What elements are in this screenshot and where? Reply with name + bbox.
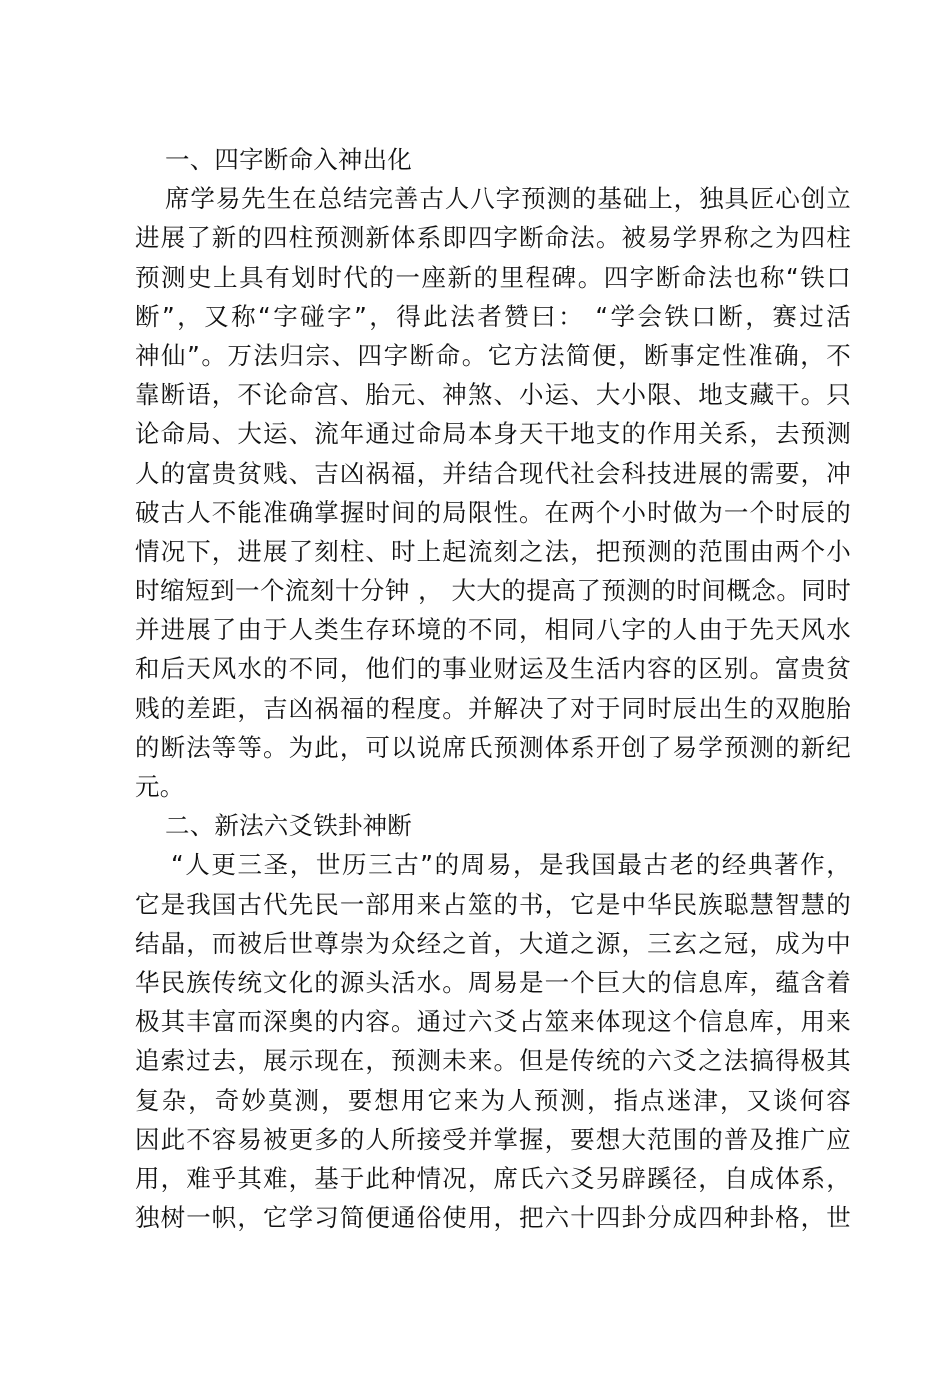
paragraph-line: 极其丰富而深奥的内容。通过六爻占筮来体现这个信息库，用来: [135, 1007, 851, 1037]
paragraph-line: 独树一帜，它学习简便通俗使用，把六十四卦分成四种卦格，世: [135, 1203, 851, 1233]
paragraph-line: 华民族传统文化的源头活水。周易是一个巨大的信息库，蕴含着: [135, 967, 851, 997]
paragraph-line: 贱的差距，吉凶祸福的程度。并解决了对于同时辰出生的双胞胎: [135, 693, 851, 723]
paragraph-line: 预测史上具有划时代的一座新的里程碑。四字断命法也称“铁口: [135, 262, 851, 292]
paragraph-line: 并进展了由于人类生存环境的不同，相同八字的人由于先天风水: [135, 615, 851, 645]
paragraph-line: 断”，又称“字碰字”，得此法者赞曰： “学会铁口断，赛过活: [135, 301, 851, 331]
paragraph-line: 的断法等等。为此，可以说席氏预测体系开创了易学预测的新纪: [135, 732, 851, 762]
paragraph-line: 和后天风水的不同，他们的事业财运及生活内容的区别。富贵贫: [135, 654, 851, 684]
section-heading-2: 二、新法六爻铁卦神断: [165, 811, 412, 841]
paragraph-line: 神仙”。万法归宗、四字断命。它方法简便，断事定性准确，不: [135, 340, 851, 370]
paragraph-line: 靠断语，不论命宫、胎元、神煞、小运、大小限、地支藏干。只: [135, 380, 851, 410]
paragraph-line: 它是我国古代先民一部用来占筮的书，它是中华民族聪慧智慧的: [135, 889, 851, 919]
paragraph-line: 破古人不能准确掌握时间的局限性。在两个小时做为一个时辰的: [135, 497, 851, 527]
paragraph-line: 人的富贵贫贱、吉凶祸福，并结合现代社会科技进展的需要，冲: [135, 458, 851, 488]
paragraph-line: 进展了新的四柱预测新体系即四字断命法。被易学界称之为四柱: [135, 223, 851, 253]
paragraph-line: 用，难乎其难，基于此种情况，席氏六爻另辟蹊径，自成体系，: [135, 1163, 851, 1193]
paragraph-line: 追索过去，展示现在，预测未来。但是传统的六爻之法搞得极其: [135, 1046, 851, 1076]
paragraph-line: 论命局、大运、流年通过命局本身天干地支的作用关系，去预测: [135, 419, 851, 449]
section-heading-1: 一、四字断命入神出化: [165, 145, 412, 174]
paragraph-line: “人更三圣，世历三古”的周易，是我国最古老的经典著作，: [171, 850, 851, 880]
paragraph-line: 复杂，奇妙莫测，要想用它来为人预测，指点迷津，又谈何容: [135, 1085, 851, 1115]
paragraph-line: 因此不容易被更多的人所接受并掌握，要想大范围的普及推广应: [135, 1124, 851, 1154]
paragraph-line: 结晶，而被后世尊崇为众经之首，大道之源，三玄之冠，成为中: [135, 928, 851, 958]
document-body: [135, 140, 851, 1237]
paragraph-line: 席学易先生在总结完善古人八字预测的基础上，独具匠心创立: [165, 184, 851, 214]
paragraph-line: 时缩短到一个流刻十分钟 ， 大大的提高了预测的时间概念。同时: [135, 576, 851, 606]
paragraph-line: 元。: [135, 772, 185, 801]
paragraph-line: 情况下，进展了刻柱、时上起流刻之法，把预测的范围由两个小: [135, 536, 851, 566]
